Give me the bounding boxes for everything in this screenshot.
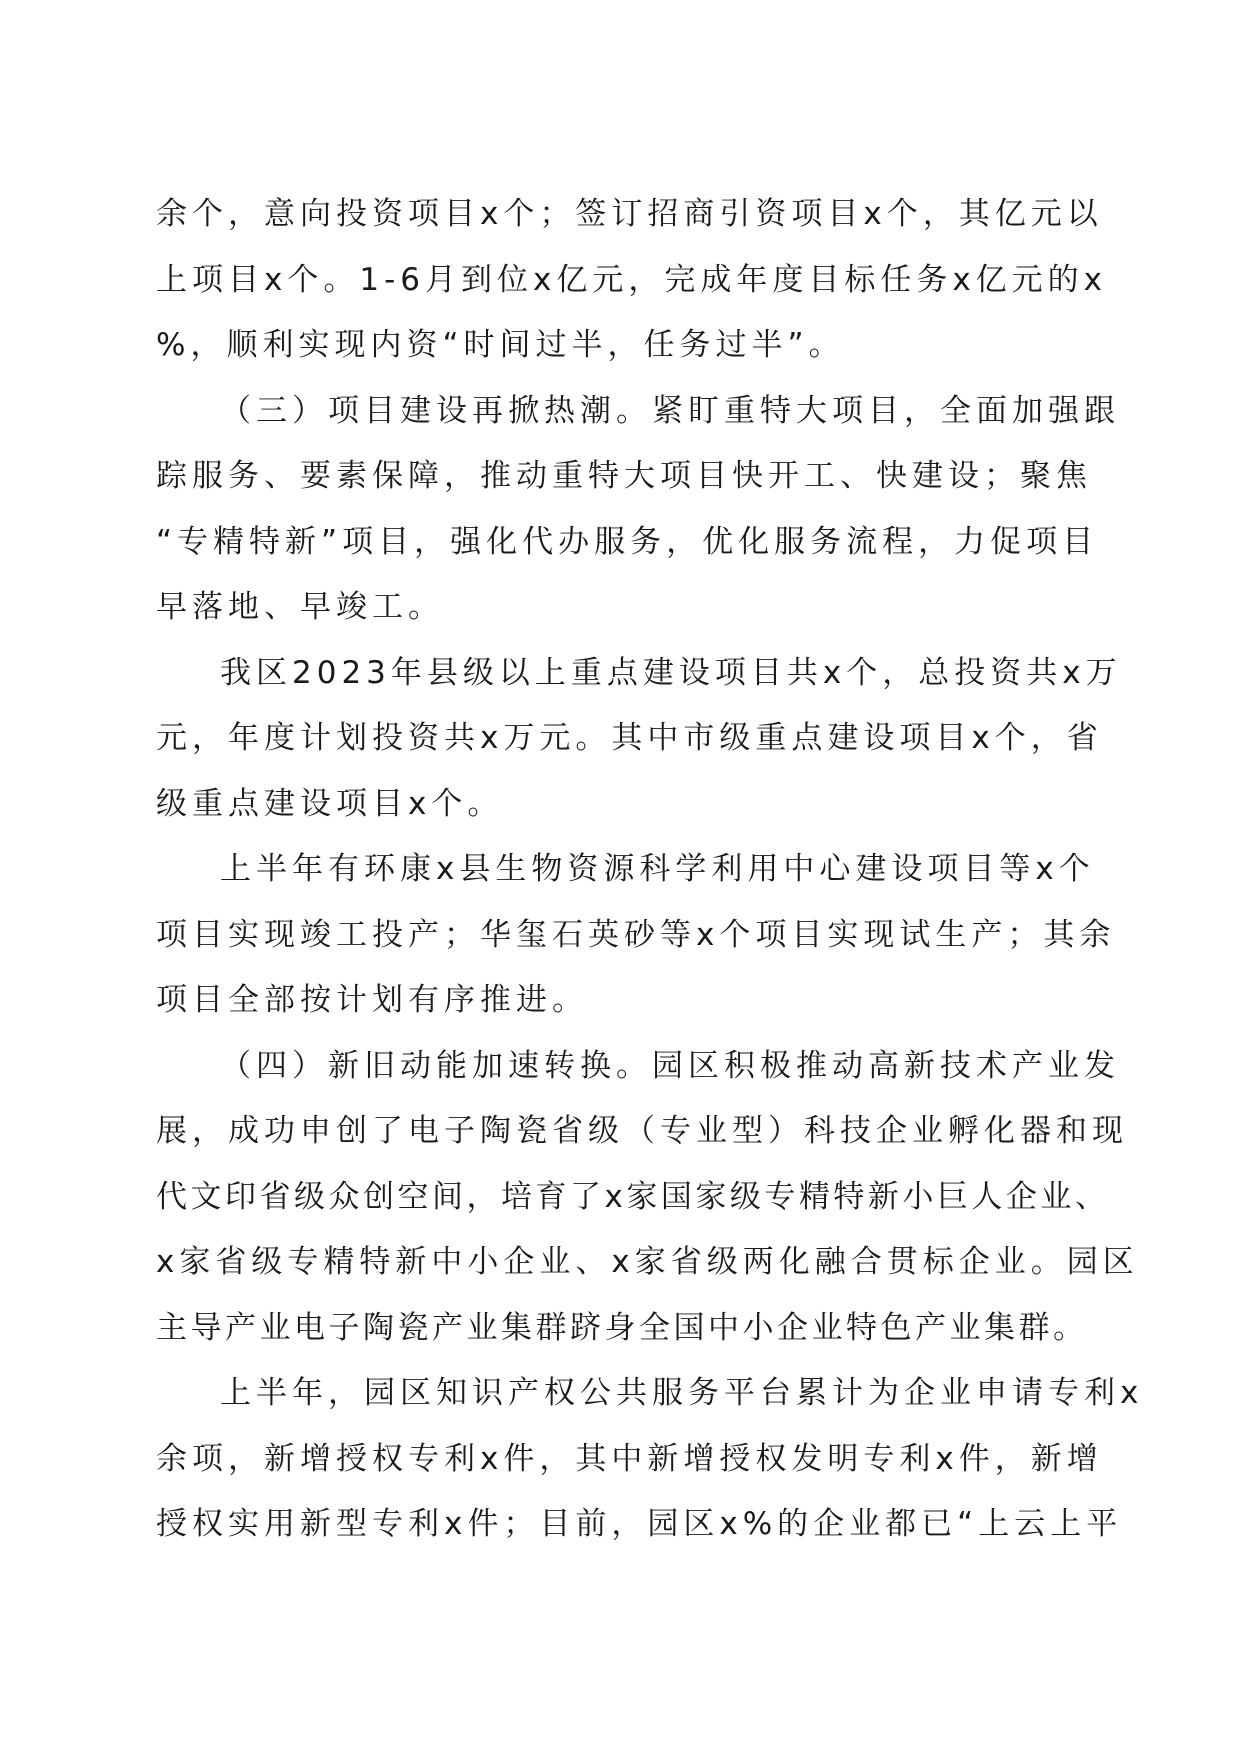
paragraph-start-line: 我区2023年县级以上重点建设项目共x个，总投资共x万 — [220, 654, 1122, 691]
text-line: 项目实现竣工投产；华玺石英砂等x个项目实现试生产；其余 — [156, 916, 1116, 953]
text-line: 主导产业电子陶瓷产业集群跻身全国中小企业特色产业集群。 — [156, 1309, 1088, 1346]
text-line: 上项目x个。1-6月到位x亿元，完成年度目标任务x亿元的x — [156, 261, 1108, 298]
text-line: 代文印省级众创空间，培育了x家国家级专精特新小巨人企业、 — [156, 1178, 1110, 1215]
text-line: 级重点建设项目x个。 — [156, 785, 504, 822]
text-line: 授权实用新型专利x件；目前，园区x%的企业都已“上云上平 — [156, 1506, 1123, 1542]
section-heading-line: （三）项目建设再掀热潮。紧盯重特大项目，全面加强跟 — [220, 392, 1120, 429]
paragraph-start-line: 上半年有环康x县生物资源科学利用中心建设项目等x个 — [220, 851, 1095, 887]
text-line: 余项，新增授权专利x件，其中新增授权发明专利x件，新增 — [156, 1440, 1103, 1477]
text-line: 余个，意向投资项目x个；签订招商引资项目x个，其亿元以 — [156, 196, 1103, 232]
paragraph-start-line: 上半年，园区知识产权公共服务平台累计为企业申请专利x — [220, 1375, 1144, 1411]
document-body — [156, 182, 1144, 1558]
text-line: 踪服务、要素保障，推动重特大项目快开工、快建设；聚焦 — [156, 458, 1092, 494]
section-heading-line: （四）新旧动能加速转换。园区积极推动高新技术产业发 — [220, 1047, 1120, 1084]
text-line: 项目全部按计划有序推进。 — [156, 982, 588, 1018]
text-line: 展，成功申创了电子陶瓷省级（专业型）科技企业孵化器和现 — [156, 1113, 1128, 1149]
text-line: %，顺利实现内资“时间过半，任务过半”。 — [156, 327, 845, 363]
text-line: “专精特新”项目，强化代办服务，优化服务流程，力促项目 — [156, 523, 1099, 560]
text-line: x家省级专精特新中小企业、x家省级两化融合贯标企业。园区 — [156, 1244, 1139, 1280]
text-line: 元，年度计划投资共x万元。其中市级重点建设项目x个，省 — [156, 720, 1103, 756]
text-line: 早落地、早竣工。 — [156, 589, 444, 625]
